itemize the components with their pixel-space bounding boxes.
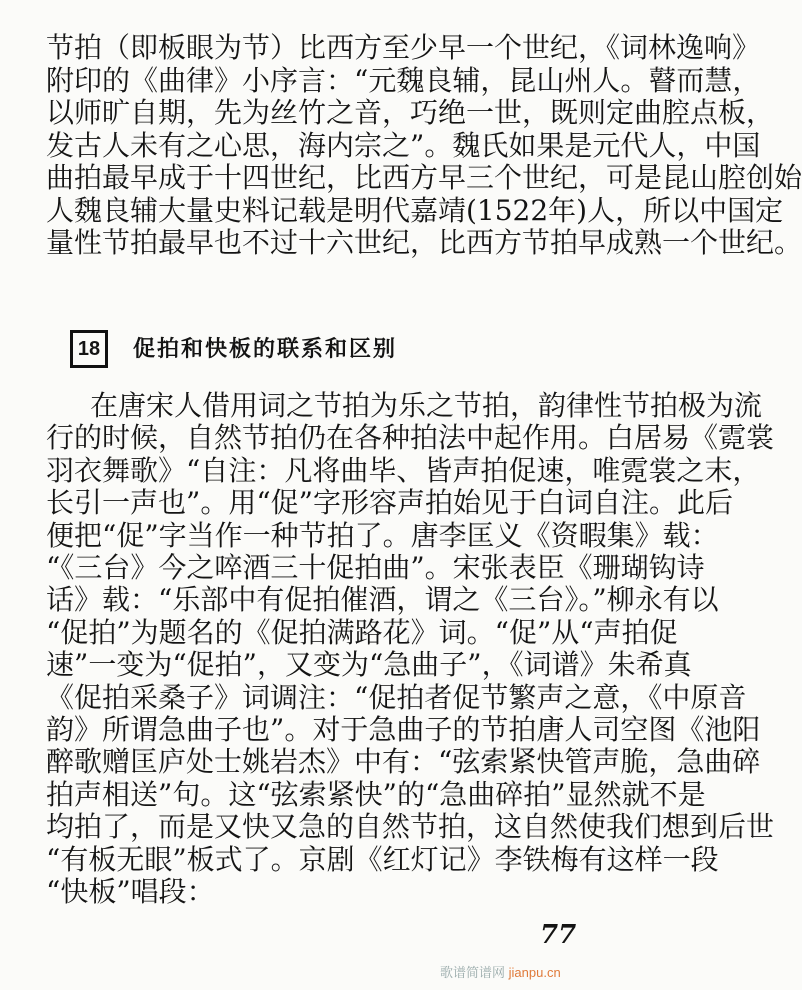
watermark-en: jianpu.cn — [508, 965, 561, 980]
watermark — [440, 962, 561, 981]
text-line: 行的时候，自然节拍仍在各种拍法中起作用。白居易《霓裳 — [46, 421, 775, 455]
text-line: 节拍（即板眼为节）比西方至少早一个世纪，《词林逸响》 — [46, 31, 761, 64]
text-line: 发古人未有之心思，海内宗之”。魏氏如果是元代人，中国 — [46, 128, 761, 162]
text-line: 拍声相送”句。这“弦索紧快”的“急曲碎拍”显然就不是 — [46, 777, 706, 811]
section-title: 促拍和快板的联系和区别 — [133, 336, 398, 361]
text-line: 以师旷自期，先为丝竹之音，巧绝一世，既则定曲腔点板， — [46, 96, 775, 129]
watermark-cn: 歌谱简谱网 — [440, 965, 506, 980]
text-line: 附印的《曲律》小序言：“元魏良辅，昆山州人。瞽而慧， — [46, 63, 761, 97]
text-line: 人魏良辅大量史料记载是明代嘉靖(1522年)人，所以中国定 — [46, 193, 784, 227]
text-line: 《促拍采桑子》词调注：“促拍者促节繁声之意，《中原音 — [46, 680, 747, 714]
text-line: 曲拍最早成于十四世纪，比西方早三个世纪，可是昆山腔创始 — [46, 161, 802, 194]
text-line: 在唐宋人借用词之节拍为乐之节拍，韵律性节拍极为流 — [90, 389, 763, 422]
text-line: 便把“促”字当作一种节拍了。唐李匡义《资暇集》载： — [46, 518, 719, 552]
text-line: 醉歌赠匡庐处士姚岩杰》中有：“弦索紧快管声脆，急曲碎 — [46, 745, 761, 779]
text-line: “《三台》今之啐酒三十促拍曲”。宋张表臣《珊瑚钩诗 — [46, 551, 705, 584]
text-line: 量性节拍最早也不过十六世纪，比西方节拍早成熟一个世纪。 — [46, 226, 802, 259]
text-line: “促拍”为题名的《促拍满路花》词。“促”从“声拍促 — [46, 615, 678, 649]
text-line: 速”一变为“促拍”，又变为“急曲子”，《词谱》朱希真 — [46, 648, 692, 682]
text-line: “快板”唱段： — [46, 875, 215, 908]
text-line: 长引一声也”。用“促”字形容声拍始见于白词自注。此后 — [46, 486, 733, 520]
text-line: 韵》所谓急曲子也”。对于急曲子的节拍唐人司空图《池阳 — [46, 713, 761, 746]
section-number-box: 18 — [70, 330, 108, 368]
text-line: 均拍了，而是又快又急的自然节拍，这自然使我们想到后世 — [46, 810, 775, 844]
text-line: “有板无眼”板式了。京剧《红灯记》李铁梅有这样一段 — [46, 842, 719, 876]
text-line: 羽衣舞歌》“自注：凡将曲毕、皆声拍促速，唯霓裳之末， — [46, 453, 761, 487]
text-line: 话》载：“乐部中有促拍催酒，谓之《三台》。”柳永有以 — [46, 583, 719, 617]
page-number: 77 — [540, 920, 577, 950]
